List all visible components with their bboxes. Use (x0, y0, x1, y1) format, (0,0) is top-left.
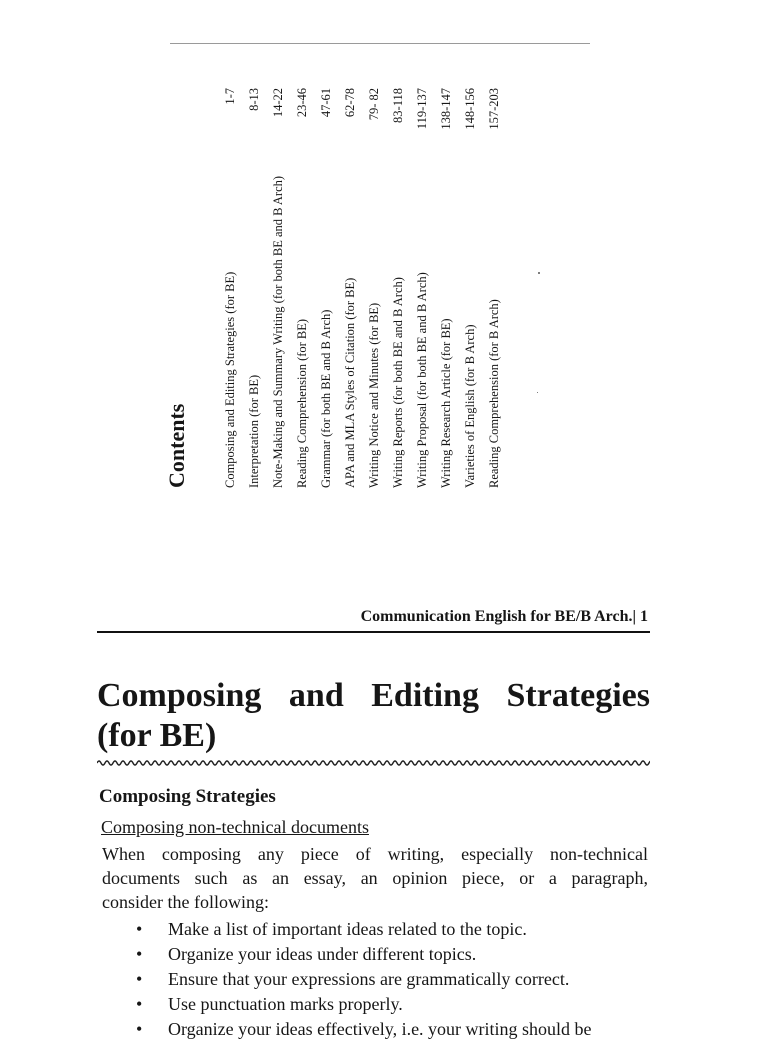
bullet-icon: • (136, 994, 143, 1014)
list-item-text: Organize your ideas under different topics. (168, 944, 477, 964)
body-paragraph (102, 842, 648, 914)
toc-entry-title: Reading Comprehension (for B Arch) (487, 299, 501, 488)
toc-entry-pages: 83-118 (391, 88, 405, 123)
table-of-contents (165, 88, 505, 488)
contents-title: Contents (164, 403, 189, 488)
bullet-icon: • (136, 969, 143, 989)
toc-entry (410, 88, 434, 488)
list-item (136, 1017, 696, 1042)
chapter-title (97, 676, 650, 756)
toc-entry-pages: 79- 82 (367, 88, 381, 121)
toc-entry-pages: 119-137 (415, 88, 429, 130)
bullet-icon: • (136, 944, 143, 964)
toc-entry-title: APA and MLA Styles of Citation (for BE) (343, 277, 357, 488)
toc-entry-pages: 1-7 (223, 88, 237, 105)
paragraph-line: consider the following: (102, 892, 269, 912)
wavy-underline (97, 756, 650, 770)
bullet-list (136, 917, 696, 1042)
toc-entry (386, 88, 410, 488)
list-item-text: Ensure that your expressions are grammatically correct. (168, 969, 570, 989)
toc-entry (218, 88, 242, 488)
list-item-text: Organize your ideas effectively, i.e. your writing should be (168, 1019, 592, 1039)
toc-entry-title: Composing and Editing Strategies (for BE) (223, 271, 237, 488)
toc-entry-title: Writing Research Article (for BE) (439, 318, 453, 488)
toc-entry-pages: 47-61 (319, 88, 333, 118)
toc-entry-title: Writing Proposal (for both BE and B Arch) (415, 272, 429, 488)
toc-entry-pages: 62-78 (343, 88, 357, 118)
toc-entry-pages: 138-147 (439, 88, 453, 130)
list-item (136, 992, 696, 1017)
toc-entry (458, 88, 482, 488)
toc-entry (362, 88, 386, 488)
paragraph-line: When composing any piece of writing, especially non-technical (102, 844, 648, 864)
chapter-title-line: Composing and Editing Strategies (97, 677, 650, 714)
toc-entry (314, 88, 338, 488)
header-rule (97, 631, 650, 633)
list-item (136, 967, 696, 992)
toc-entry (242, 88, 266, 488)
toc-entry-title: Grammar (for both BE and B Arch) (319, 309, 333, 488)
toc-entry-pages: 8-13 (247, 88, 261, 111)
list-item-text: Use punctuation marks properly. (168, 994, 403, 1014)
bullet-icon: • (136, 919, 143, 939)
toc-entry (290, 88, 314, 488)
toc-list (218, 88, 506, 488)
list-item (136, 942, 696, 967)
toc-entry-title: Note-Making and Summary Writing (for both BE and B Arch) (271, 175, 285, 488)
list-item-text: Make a list of important ideas related to the topic. (168, 919, 527, 939)
toc-entry-title: Interpretation (for BE) (247, 374, 261, 488)
ink-speck (537, 392, 538, 393)
toc-entry (266, 88, 290, 488)
toc-entry (482, 88, 506, 488)
toc-entry-pages: 157-203 (487, 88, 501, 130)
top-rule (170, 43, 590, 44)
running-head: Communication English for BE/B Arch.| 1 (360, 608, 648, 625)
toc-entry-title: Varieties of English (for B Arch) (463, 324, 477, 488)
chapter-title-line: (for BE) (97, 717, 217, 754)
section-heading: Composing Strategies (99, 786, 276, 807)
toc-entry-pages: 148-156 (463, 88, 477, 130)
toc-entry-pages: 23-46 (295, 88, 309, 118)
toc-entry-title: Writing Notice and Minutes (for BE) (367, 302, 381, 488)
paragraph-line: documents such as an essay, an opinion piece, or a paragraph, (102, 868, 648, 888)
toc-entry-title: Reading Comprehension (for BE) (295, 318, 309, 488)
list-item (136, 917, 696, 942)
subsection-heading: Composing non-technical documents (101, 817, 369, 837)
ink-speck (538, 272, 540, 274)
toc-entry (434, 88, 458, 488)
bullet-icon: • (136, 1019, 143, 1039)
toc-entry (338, 88, 362, 488)
toc-entry-title: Writing Reports (for both BE and B Arch) (391, 277, 405, 488)
toc-entry-pages: 14-22 (271, 88, 285, 118)
